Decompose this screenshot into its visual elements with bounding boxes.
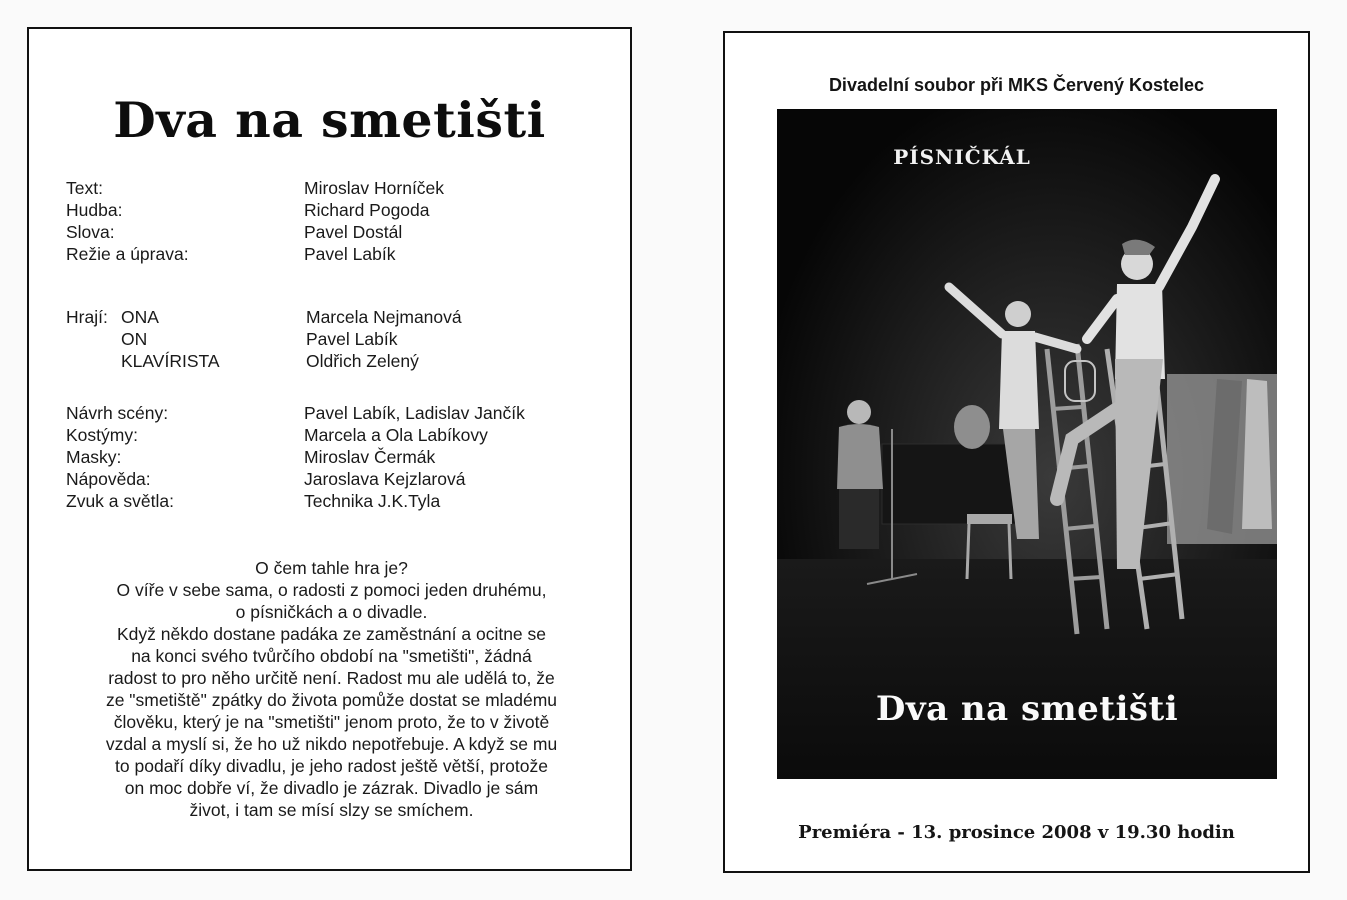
cast-actor: Marcela Nejmanová bbox=[306, 307, 462, 327]
gong-prop bbox=[954, 405, 990, 449]
poster-photo bbox=[777, 109, 1277, 779]
credit-label: Kostýmy: bbox=[66, 425, 138, 445]
credit-value: Miroslav Čermák bbox=[304, 447, 436, 467]
right-page bbox=[723, 31, 1310, 873]
credit-label: Text: bbox=[66, 178, 103, 198]
description-line: O víře v sebe sama, o radosti z pomoci jeden druhému, bbox=[116, 580, 547, 600]
credit-label: Zvuk a světla: bbox=[66, 491, 174, 511]
premiere-date: Premiéra - 13. prosince 2008 v 19.30 hodin bbox=[798, 822, 1235, 843]
description-line: vzdal a myslí si, že ho už nikdo nepotřebuje. A když se mu bbox=[105, 734, 558, 754]
play-title: Dva na smetišti bbox=[113, 91, 546, 149]
stage-photo-illustration bbox=[777, 109, 1277, 779]
credit-value: Miroslav Horníček bbox=[304, 178, 445, 198]
hanging-dress bbox=[1242, 379, 1272, 529]
description-line: člověku, který je na "smetišti" jenom proto, že to v životě bbox=[113, 712, 550, 732]
cast-role: KLAVÍRISTA bbox=[121, 351, 220, 371]
pianist-head bbox=[847, 400, 871, 424]
credit-value: Richard Pogoda bbox=[304, 200, 430, 220]
cast-role: ONA bbox=[121, 307, 159, 327]
credit-value: Marcela a Ola Labíkovy bbox=[304, 425, 488, 445]
credit-value: Pavel Labík, Ladislav Jančík bbox=[304, 403, 525, 423]
cast-label: Hrají: bbox=[66, 307, 108, 327]
pianist-legs bbox=[839, 489, 879, 549]
cast-actor: Pavel Labík bbox=[306, 329, 398, 349]
credit-value: Technika J.K.Tyla bbox=[304, 491, 441, 511]
stage-floor bbox=[777, 559, 1277, 779]
description-line: o písničkách a o divadle. bbox=[235, 602, 428, 622]
left-page bbox=[27, 27, 632, 871]
poster-subtitle: PÍSNIČKÁL bbox=[893, 145, 1031, 169]
pianist-body bbox=[837, 424, 883, 489]
credit-value: Pavel Dostál bbox=[304, 222, 403, 242]
description-line: Když někdo dostane padáka ze zaměstnání a ocitne se bbox=[116, 624, 547, 644]
credit-label: Hudba: bbox=[66, 200, 123, 220]
cast-role: ON bbox=[121, 329, 148, 349]
credit-value: Pavel Labík bbox=[304, 244, 396, 264]
description-line: na konci svého tvůrčího období na "smetišti", žádná bbox=[131, 646, 532, 666]
credit-label: Nápověda: bbox=[66, 469, 151, 489]
description-line: on moc dobře ví, že divadlo je zázrak. Divadlo je sám bbox=[124, 778, 539, 798]
chair bbox=[967, 514, 1012, 524]
description-line: O čem tahle hra je? bbox=[255, 558, 408, 578]
description-line: život, i tam se mísí slzy se smíchem. bbox=[189, 800, 474, 820]
play-description bbox=[69, 557, 594, 821]
credit-label: Slova: bbox=[66, 222, 115, 242]
theatre-company: Divadelní soubor při MKS Červený Kostelec bbox=[828, 75, 1205, 95]
performer-shirt bbox=[999, 331, 1039, 429]
description-line: to podaří díky divadlu, je jeho radost ještě větší, protože bbox=[115, 756, 548, 776]
description-line: ze "smetiště" zpátky do života pomůže dostat se mladému bbox=[105, 690, 558, 710]
credit-value: Jaroslava Kejzlarová bbox=[304, 469, 466, 489]
credit-label: Návrh scény: bbox=[66, 403, 169, 423]
cast-actor: Oldřich Zelený bbox=[306, 351, 419, 371]
credit-label: Režie a úprava: bbox=[66, 244, 189, 264]
credit-label: Masky: bbox=[66, 447, 122, 467]
description-line: radost to pro něho určitě není. Radost mu ale udělá to, že bbox=[108, 668, 555, 688]
performer-head bbox=[1005, 301, 1031, 327]
poster-title: Dva na smetišti bbox=[875, 689, 1179, 729]
